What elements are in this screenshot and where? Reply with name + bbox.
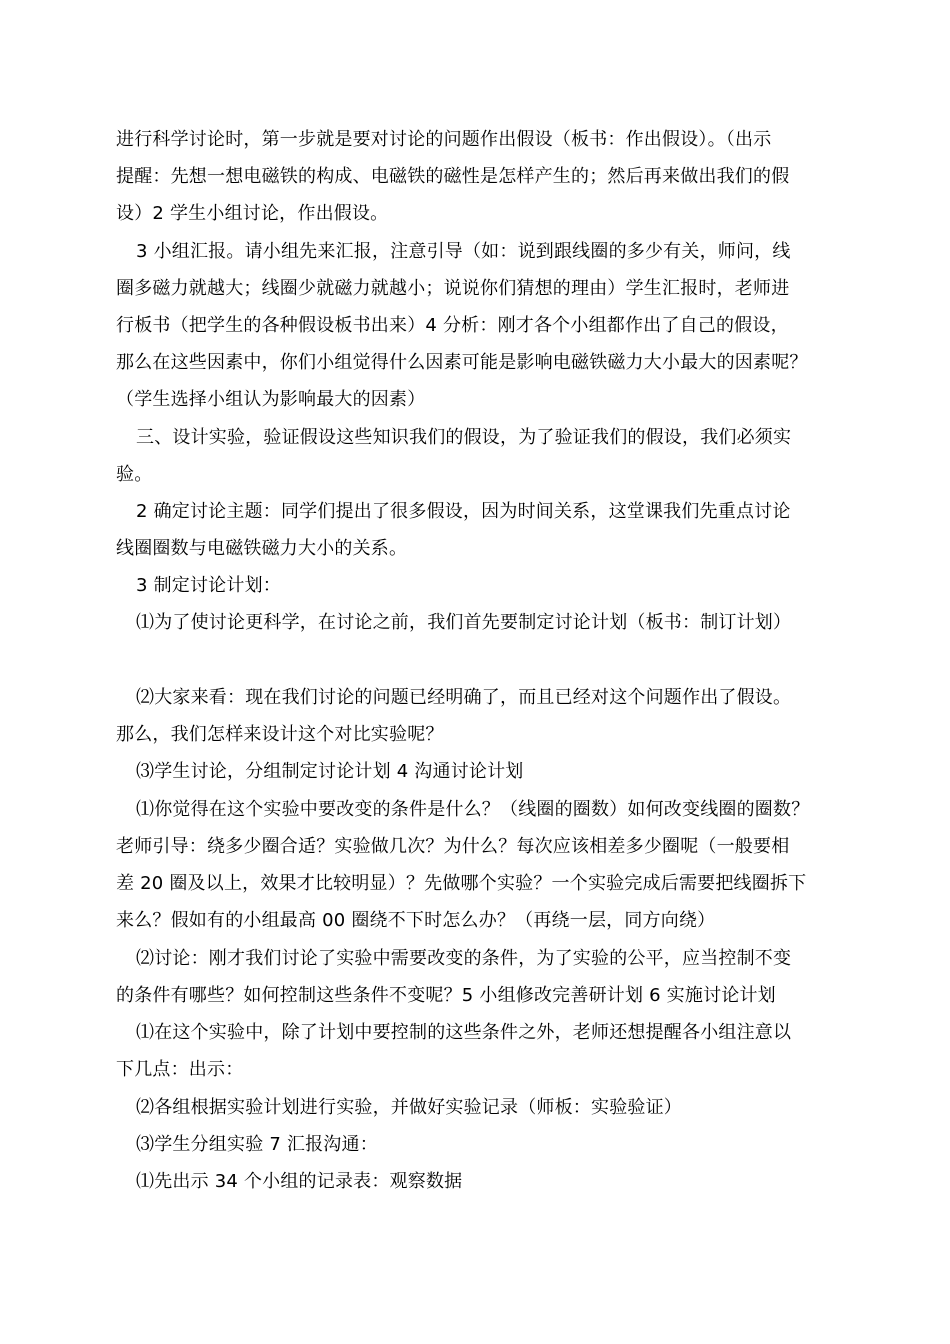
paragraph-line: 设）2 学生小组讨论，作出假设。 xyxy=(116,203,389,224)
paragraph-line: 差 20 圈及以上，效果才比较明显）？先做哪个实验？一个实验完成后需要把线圈拆下 xyxy=(116,873,807,894)
paragraph-line: ⑴先出示 34 个小组的记录表：观察数据 xyxy=(136,1171,463,1192)
paragraph-line: 验。 xyxy=(116,464,153,485)
paragraph-line: 那么在这些因素中，你们小组觉得什么因素可能是影响电磁铁磁力大小最大的因素呢？ xyxy=(116,352,808,373)
paragraph-line: 来么？假如有的小组最高 00 圈绕不下时怎么办？（再绕一层，同方向绕） xyxy=(116,910,716,931)
paragraph-line: 线圈圈数与电磁铁磁力大小的关系。 xyxy=(116,538,408,559)
paragraph-line: ⑴在这个实验中，除了计划中要控制的这些条件之外，老师还想提醒各小组注意以 xyxy=(136,1022,792,1043)
paragraph-line: 那么，我们怎样来设计这个对比实验呢？ xyxy=(116,724,444,745)
paragraph-line: （学生选择小组认为影响最大的因素） xyxy=(116,389,426,410)
paragraph-line: ⑶学生分组实验 7 汇报沟通： xyxy=(136,1134,378,1155)
paragraph-line: ⑵各组根据实验计划进行实验，并做好实验记录（师板：实验验证） xyxy=(136,1097,682,1118)
paragraph-line: 进行科学讨论时，第一步就是要对讨论的问题作出假设（板书：作出假设）。（出示 xyxy=(116,129,772,150)
paragraph-line: 提醒：先想一想电磁铁的构成、电磁铁的磁性是怎样产生的；然后再来做出我们的假 xyxy=(116,166,790,187)
paragraph-line: 3 小组汇报。请小组先来汇报，注意引导（如：说到跟线圈的多少有关，师问，线 xyxy=(136,241,791,262)
paragraph-line: ⑵讨论：刚才我们讨论了实验中需要改变的条件，为了实验的公平，应当控制不变 xyxy=(136,948,792,969)
paragraph-line: 3 制定讨论计划： xyxy=(136,575,281,596)
paragraph-line: 的条件有哪些？如何控制这些条件不变呢？5 小组修改完善研计划 6 实施讨论计划 xyxy=(116,985,776,1006)
paragraph-line: 2 确定讨论主题：同学们提出了很多假设，因为时间关系，这堂课我们先重点讨论 xyxy=(136,501,791,522)
paragraph-line: 行板书（把学生的各种假设板书出来）4 分析：刚才各个小组都作出了自己的假设， xyxy=(116,315,789,336)
paragraph-line: 三、设计实验，验证假设这些知识我们的假设，为了验证我们的假设，我们必须实 xyxy=(136,427,792,448)
paragraph-line: ⑴为了使讨论更科学，在讨论之前，我们首先要制定讨论计划（板书：制订计划） xyxy=(136,612,792,633)
paragraph-line: ⑶学生讨论，分组制定讨论计划 4 沟通讨论计划 xyxy=(136,761,524,782)
paragraph-line: 老师引导：绕多少圈合适？实验做几次？为什么？每次应该相差多少圈呢（一般要相 xyxy=(116,836,790,857)
paragraph-line: ⑵大家来看：现在我们讨论的问题已经明确了，而且已经对这个问题作出了假设。 xyxy=(136,687,792,708)
paragraph-line: ⑴你觉得在这个实验中要改变的条件是什么？（线圈的圈数）如何改变线圈的圈数？ xyxy=(136,799,810,820)
paragraph-line: 圈多磁力就越大；线圈少就磁力就越小；说说你们猜想的理由）学生汇报时，老师进 xyxy=(116,278,790,299)
paragraph-line: 下几点：出示： xyxy=(116,1059,244,1080)
